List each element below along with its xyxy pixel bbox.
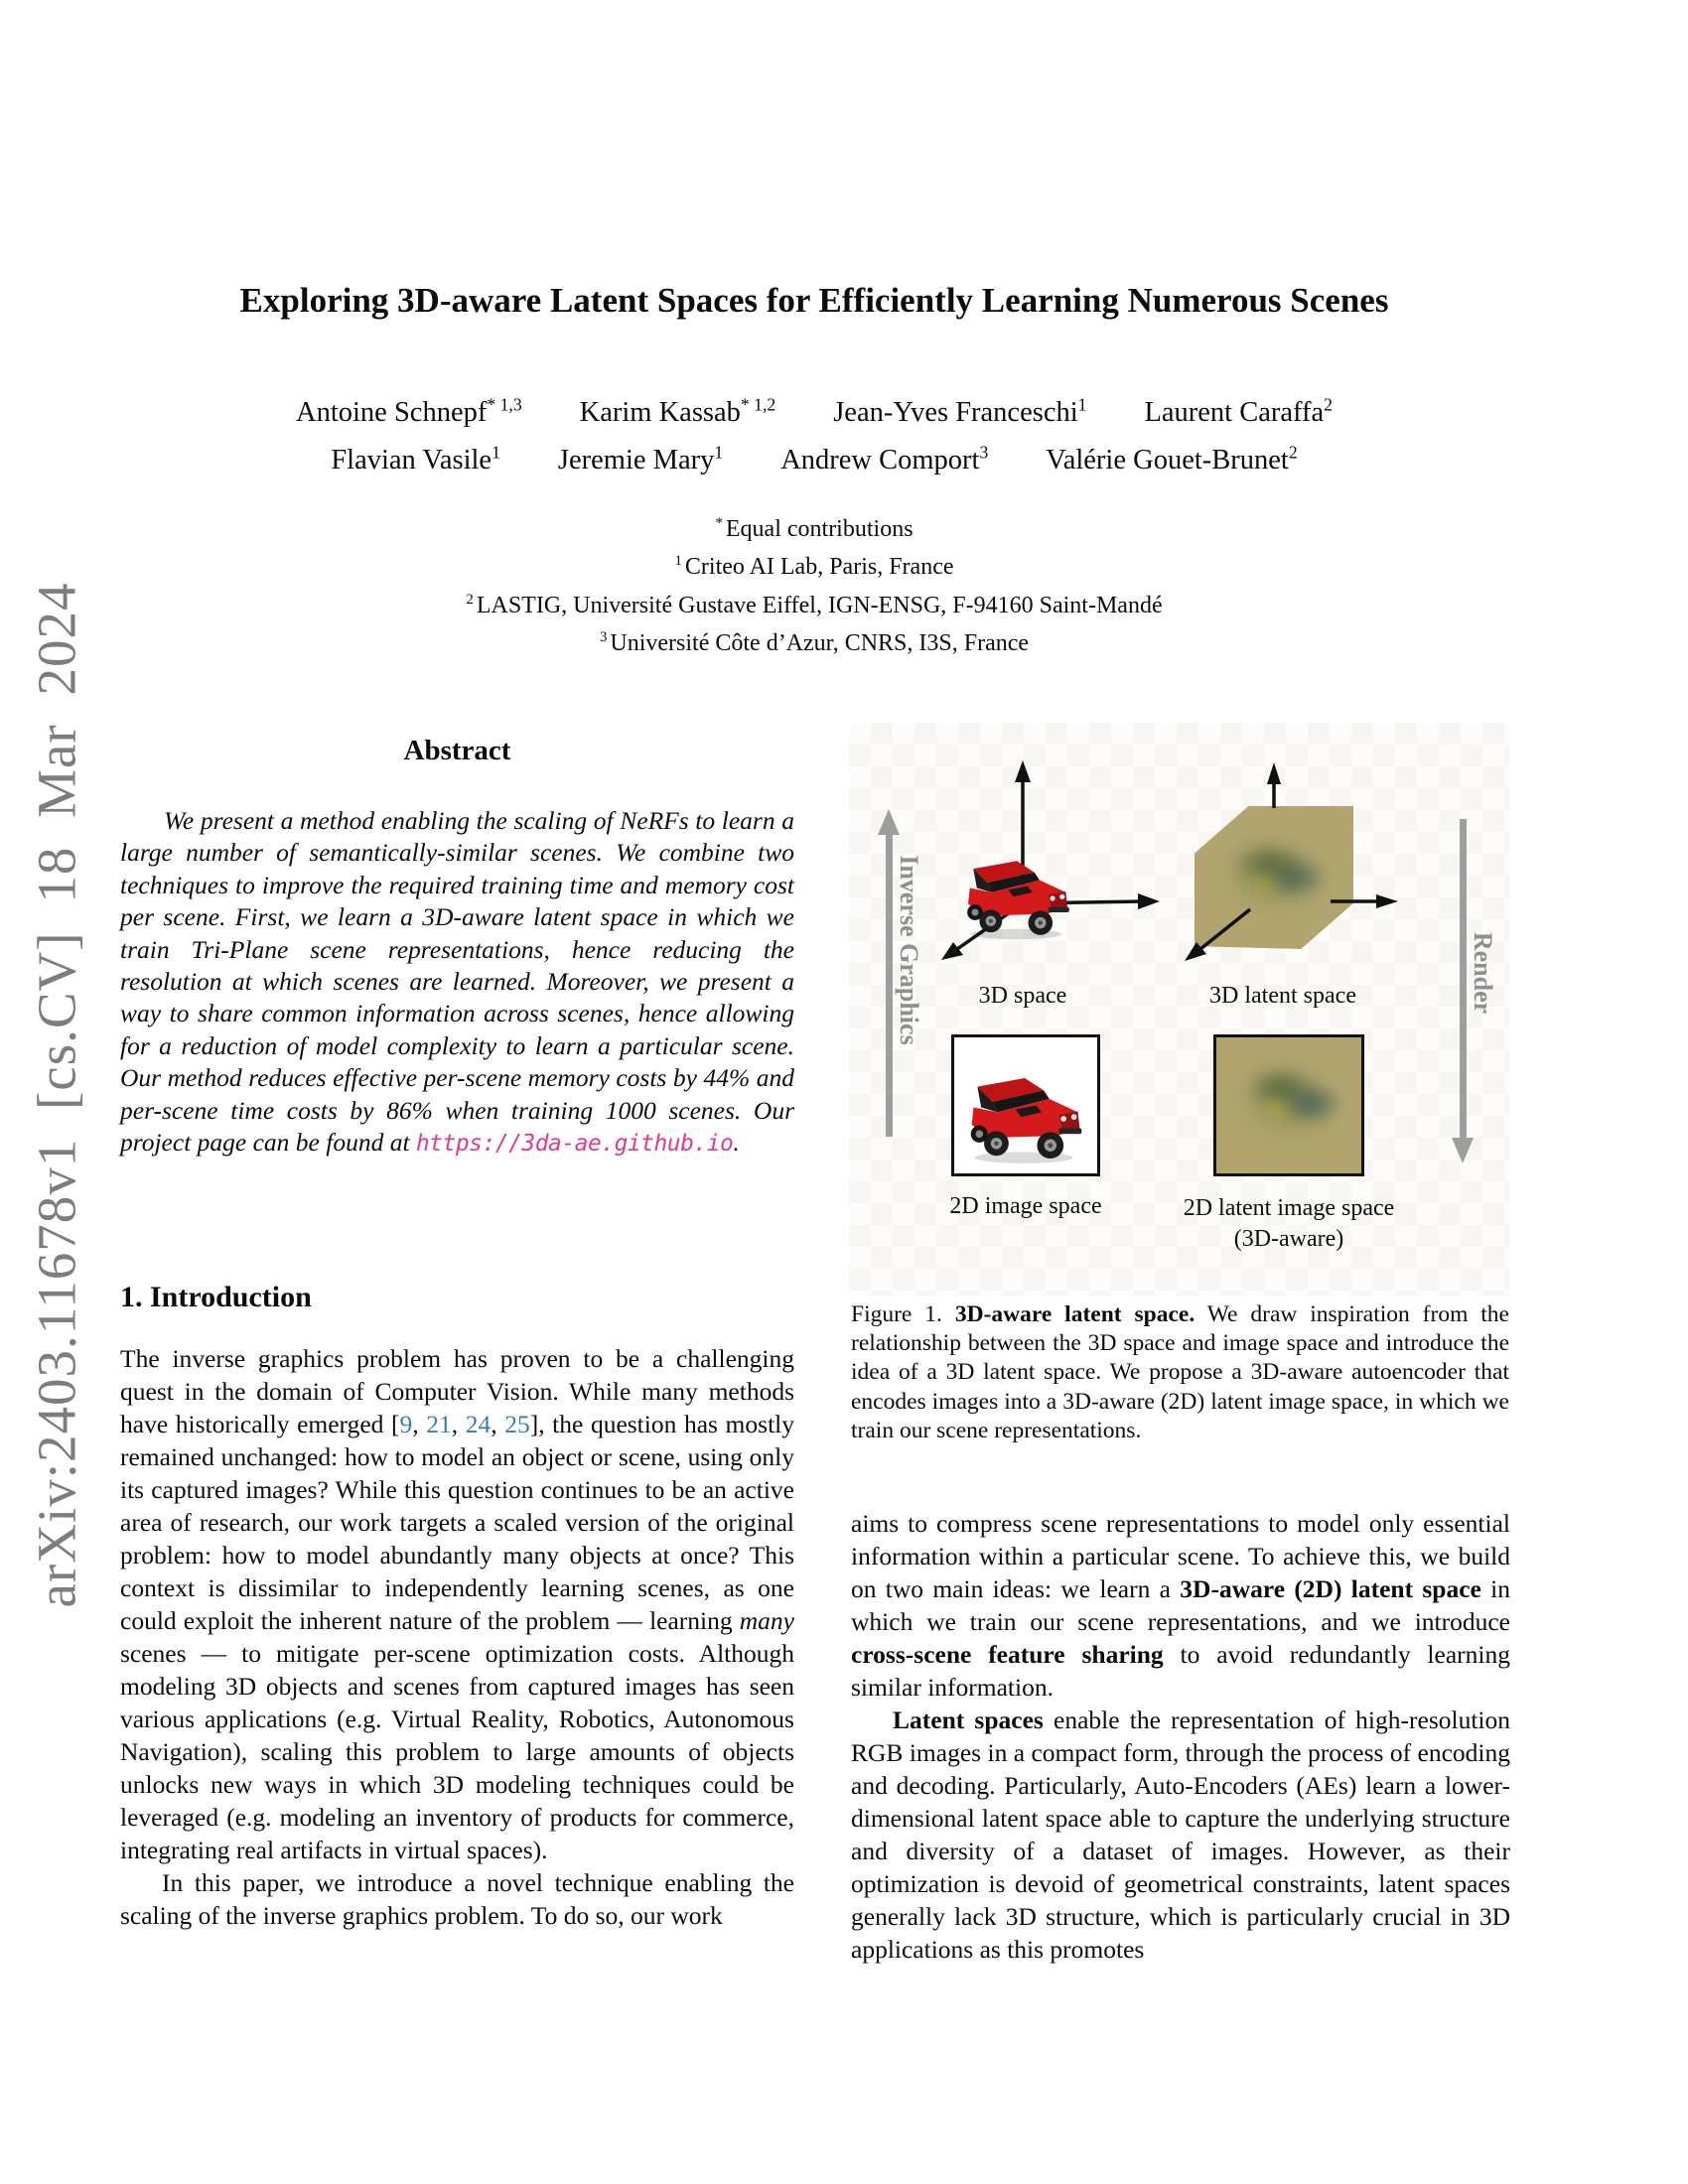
author-valerie-gouet-brunet: Valérie Gouet-Brunet$^2$ [1046, 442, 1298, 476]
blurry-latent-truck-2d [1222, 1048, 1355, 1162]
author-superscript: 2 [1324, 394, 1333, 415]
author-superscript: * 1,2 [740, 394, 776, 415]
right-column-paragraph-1: aims to compress scene representations to model only essential information within a particular scene. To achieve this, we build on two main ideas: we learn a 3D-aware (2D) latent space in which we train our scene representations, and we introduce cross-scene feature sharing to avoid redundantly learning similar information. [851, 1509, 1511, 1702]
introduction-body [120, 1342, 794, 1932]
red-truck-2d-image [964, 1071, 1087, 1166]
label-2d-image-space: 2D image space [949, 1193, 1102, 1219]
project-page-link[interactable]: https://3da-ae.github.io [415, 1131, 734, 1158]
label-2d-latent-image-space: 2D latent image space (3D-aware) [1183, 1195, 1395, 1252]
author-superscript: 3 [979, 442, 989, 463]
author-superscript: * 1,3 [487, 394, 522, 415]
citation-link[interactable]: 9 [399, 1410, 413, 1438]
right-column-paragraph-2: Latent spaces enable the representation of high-resolution RGB images in a compact form, through the process of encoding and decoding. Particularly, Auto-Encoders (AEs) learn a lower-dimensional latent space able to capture the underlying structure and diversity of a dataset of images. However, as their optimization is devoid of geometrical constraints, latent spaces generally lack 3D structure, which is particularly crucial in 3D applications as this promotes [851, 1706, 1510, 1964]
red-truck-3d-image [961, 855, 1074, 942]
render-label: Render [1469, 931, 1497, 1015]
figure-1 [849, 723, 1509, 1296]
abstract-heading: Abstract [403, 735, 511, 766]
paper-title: Exploring 3D-aware Latent Spaces for Efficiently Learning Numerous Scenes [239, 281, 1389, 320]
inverse-graphics-label: Inverse Graphics [895, 855, 923, 1045]
author-karim-kassab: Karim Kassab$^{* 1,2}$ [579, 394, 776, 428]
2d-latent-image-box [1213, 1034, 1364, 1176]
author-superscript: 1 [1077, 394, 1087, 415]
abstract-paragraph: We present a method enabling the scaling of NeRFs to learn a large number of semantically-similar scenes. We combine two techniques to improve the required training time and memory cost per scene. First, we learn a 3D-aware latent space in which we train Tri-Plane scene representations, hence reducing the resolution at which scenes are learned. Moreover, we present a way to share common information across scenes, hence allowing for a reduction of model complexity to learn a particular scene. Our method reduces effective per-scene memory costs by 44% and per-scene time costs by 86% when training 1000 scenes. Our project page can be found at https://3da-ae.github.io. [120, 806, 794, 1158]
affiliation-cote-dazur: $^3$ Université Côte d’Azur, CNRS, I3S, France [599, 629, 1030, 657]
arxiv-watermark-text: arXiv:2403.11678v1 [cs.CV] 18 Mar 2024 [26, 582, 87, 1608]
introduction-paragraph-2: In this paper, we introduce a novel technique enabling the scaling of the inverse graphics problem. To do so, our work [120, 1868, 794, 1930]
label-3d-space: 3D space [978, 983, 1067, 1009]
author-superscript: 1 [492, 442, 500, 463]
affiliation-lastig: $^2$ LASTIG, Université Gustave Eiffel, IGN-ENSG, F-94160 Saint-Mandé [466, 591, 1163, 618]
author-superscript: 2 [1288, 442, 1298, 463]
label-3d-latent-space: 3D latent space [1209, 983, 1356, 1009]
affiliations-block [119, 510, 1509, 663]
author-laurent-caraffa: Laurent Caraffa$^2$ [1144, 394, 1333, 428]
introduction-paragraph-1: The inverse graphics problem has proven to be a challenging quest in the domain of Computer Vision. While many methods have historically emerged [9, 21, 24, 25], the question has mostly remained unchanged: how to model an object or scene, using only its captured images? While this question continues to be an active area of research, our work targets a scaled version of the original problem: how to model abundantly many objects at once? This context is dissimilar to independently learning scenes, as one could exploit the inherent nature of the problem — learning many scenes — to mitigate per-scene optimization costs. Although modeling 3D objects and scenes from captured images has seen various applications (e.g. Virtual Reality, Robotics, Autonomous Navigation), scaling this problem to large amounts of objects unlocks new ways in which 3D modeling techniques could be leveraged (e.g. modeling an inventory of products for commerce, integrating real artifacts in virtual spaces). [120, 1344, 794, 1864]
arrow-up-icon [878, 809, 900, 835]
author-flavian-vasile: Flavian Vasile$^1$ [331, 442, 500, 476]
axes-3d-latent-icon [1167, 752, 1405, 1001]
citation-link[interactable]: 25 [504, 1410, 530, 1438]
author-jean-yves-franceschi: Jean-Yves Franceschi$^1$ [833, 394, 1087, 428]
author-row-1 [119, 394, 1509, 429]
citation-link[interactable]: 21 [426, 1410, 452, 1438]
author-antoine-schnepf: Antoine Schnepf$^{* 1,3}$ [296, 394, 522, 428]
figure-1-caption: Figure 1. 3D-aware latent space. We draw inspiration from the relationship between the 3D space and image space and introduce the idea of a 3D latent space. We propose a 3D-aware autoencoder that encodes images into a 3D-aware (2D) latent image space, in which we train our scene representations. [851, 1301, 1509, 1443]
author-andrew-comport: Andrew Comport$^3$ [780, 442, 989, 476]
author-row-2 [119, 442, 1509, 477]
affiliation-criteo: $^1$ Criteo AI Lab, Paris, France [674, 553, 954, 581]
author-superscript: 1 [714, 442, 724, 463]
2d-image-box [951, 1034, 1100, 1176]
citation-link[interactable]: 24 [465, 1410, 492, 1438]
author-jeremie-mary: Jeremie Mary$^1$ [557, 442, 724, 476]
affiliation-equal-contributions: * Equal contributions [715, 515, 914, 542]
arrow-down-icon [1452, 1138, 1474, 1163]
introduction-heading: 1. Introduction [120, 1281, 312, 1313]
right-column-body [851, 1507, 1510, 1966]
